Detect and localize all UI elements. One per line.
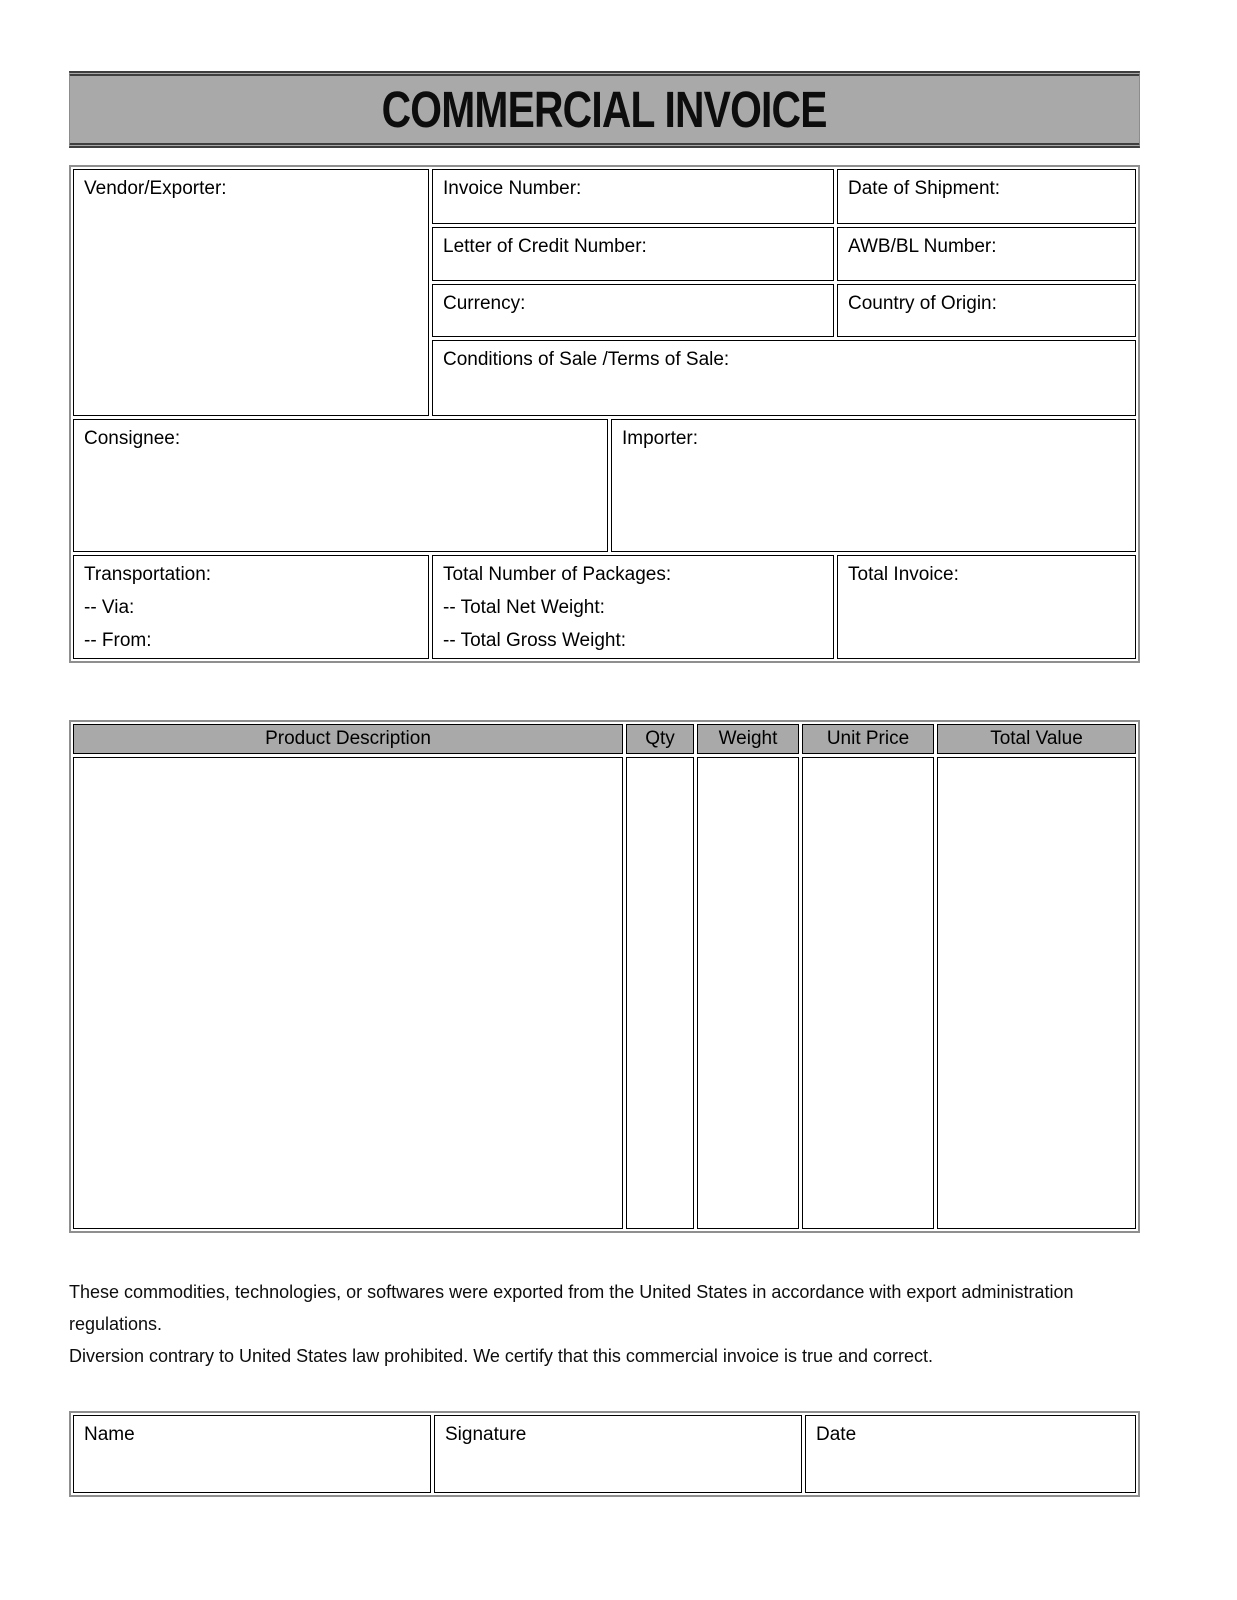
name-cell [73, 1415, 431, 1493]
product-description-body-cell [73, 757, 623, 1229]
total-invoice-label: Total Invoice: [848, 564, 959, 585]
transportation-via-label: -- Via: [84, 596, 135, 618]
importer-label: Importer: [622, 428, 699, 449]
product-description-header: Product Description [73, 724, 623, 754]
certification-line-2: Diversion contrary to United States law prohibited. We certify that this commercial invoice is true and correct. [69, 1346, 934, 1366]
date-of-shipment-label: Date of Shipment: [848, 178, 1001, 199]
weight-header: Weight [697, 724, 799, 754]
signature-row [73, 1415, 1136, 1493]
vendor-exporter-cell [73, 169, 429, 416]
awb-bl-number-label: AWB/BL Number: [848, 236, 997, 257]
invoice-number-label: Invoice Number: [443, 178, 582, 199]
consignee-label: Consignee: [84, 428, 181, 449]
country-of-origin-cell [837, 284, 1136, 337]
total-invoice-cell [837, 555, 1136, 659]
info-table-right-stack [432, 169, 1136, 416]
importer-cell [611, 419, 1136, 552]
unit-price-header: Unit Price [802, 724, 934, 754]
currency-label: Currency: [443, 293, 526, 314]
letter-of-credit-cell [432, 227, 834, 281]
weight-body-cell [697, 757, 799, 1229]
document-page [69, 0, 1140, 1497]
invoice-number-cell [432, 169, 834, 224]
unit-price-body-cell [802, 757, 934, 1229]
certification-line-1: These commodities, technologies, or softwares were exported from the United States in accordance with export administration regulations. [69, 1282, 1074, 1334]
total-value-body-cell [937, 757, 1136, 1229]
conditions-of-sale-cell [432, 340, 1136, 416]
letter-of-credit-label: Letter of Credit Number: [443, 236, 647, 257]
shipment-info-table [69, 165, 1140, 663]
conditions-row [432, 340, 1136, 416]
product-table-body-row [73, 757, 1136, 1229]
total-net-weight-label: -- Total Net Weight: [443, 596, 605, 618]
date-cell [805, 1415, 1136, 1493]
product-table [69, 720, 1140, 1233]
total-value-header: Total Value [937, 724, 1136, 754]
total-gross-weight-label: -- Total Gross Weight: [443, 629, 627, 651]
date-label: Date [816, 1424, 857, 1445]
conditions-of-sale-label: Conditions of Sale /Terms of Sale: [443, 349, 730, 370]
signature-cell [434, 1415, 802, 1493]
signature-label: Signature [445, 1424, 527, 1445]
date-of-shipment-cell [837, 169, 1136, 224]
consignee-cell [73, 419, 608, 552]
qty-body-cell [626, 757, 694, 1229]
total-packages-cell [432, 555, 834, 659]
qty-header: Qty [626, 724, 694, 754]
certification-statement [69, 1276, 1140, 1372]
currency-cell [432, 284, 834, 337]
product-table-header-row [73, 724, 1136, 754]
transportation-label: Transportation: [84, 564, 212, 585]
currency-row [432, 284, 1136, 337]
consignee-importer-row [73, 419, 1136, 552]
info-table-upper-block [73, 169, 1136, 416]
page-title: COMMERCIAL INVOICE [382, 81, 827, 138]
transportation-cell [73, 555, 429, 659]
vendor-exporter-label: Vendor/Exporter: [84, 178, 227, 199]
invoice-number-row [432, 169, 1136, 224]
signature-table [69, 1411, 1140, 1497]
total-packages-label: Total Number of Packages: [443, 564, 672, 585]
title-bar [69, 71, 1140, 148]
country-of-origin-label: Country of Origin: [848, 293, 997, 314]
name-label: Name [84, 1424, 135, 1445]
letter-of-credit-row [432, 227, 1136, 281]
transportation-row [73, 555, 1136, 659]
transportation-from-label: -- From: [84, 629, 152, 651]
awb-bl-number-cell [837, 227, 1136, 281]
